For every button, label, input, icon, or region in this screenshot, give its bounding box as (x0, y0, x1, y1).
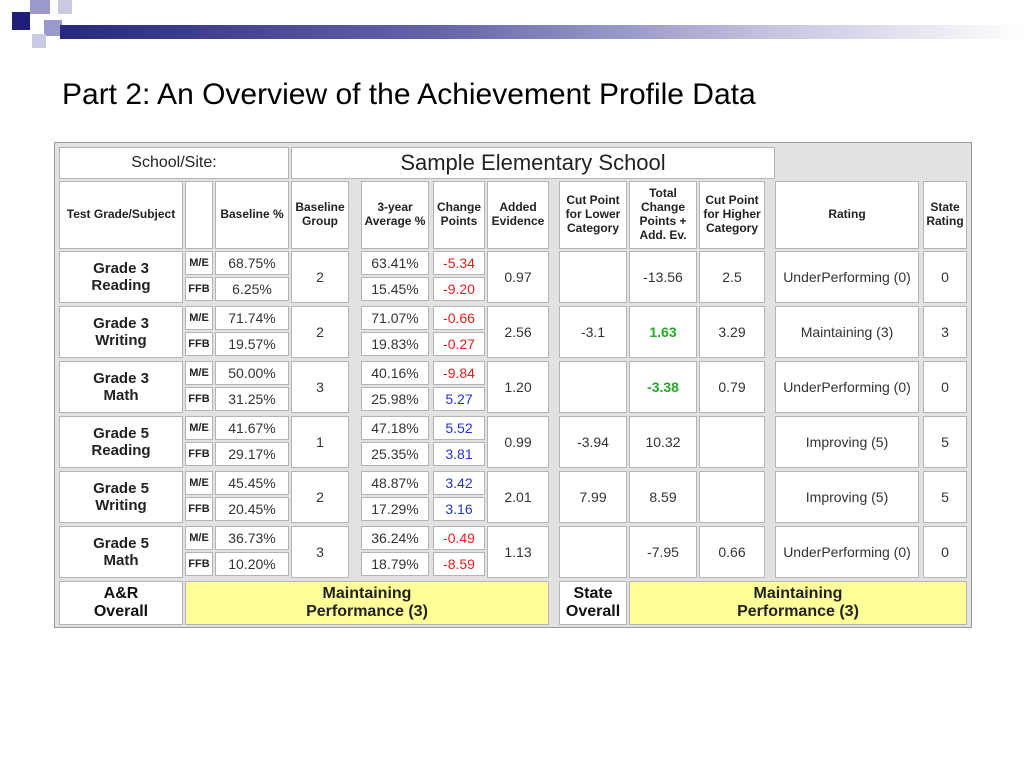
row-state-rating: 0 (923, 361, 967, 413)
row-added-evidence: 2.01 (487, 471, 549, 523)
row-total-change: -3.38 (629, 361, 697, 413)
row-baseline-group: 3 (291, 526, 349, 578)
header-baseline-group: Baseline Group (291, 181, 349, 249)
row-baseline-group: 2 (291, 306, 349, 358)
row-baseline-group: 2 (291, 471, 349, 523)
row-cut-higher: 2.5 (699, 251, 765, 303)
row-baseline-ffb: 20.45% (215, 497, 289, 521)
row-state-rating: 0 (923, 526, 967, 578)
row-baseline-ffb: 31.25% (215, 387, 289, 411)
row-rating: UnderPerforming (0) (775, 361, 919, 413)
row-baseline-ffb: 6.25% (215, 277, 289, 301)
row-change-ffb: 5.27 (433, 387, 485, 411)
row-rating: Improving (5) (775, 416, 919, 468)
row-avg-me: 47.18% (361, 416, 429, 440)
school-name: Sample Elementary School (291, 147, 775, 179)
school-label: School/Site: (59, 147, 289, 179)
row-subject: Grade 5 Reading (59, 416, 183, 468)
row-avg-me: 40.16% (361, 361, 429, 385)
row-me-label: M/E (185, 416, 213, 440)
corner-square-lavender (30, 0, 50, 14)
header-cut-lower: Cut Point for Lower Category (559, 181, 627, 249)
row-subject: Grade 3 Writing (59, 306, 183, 358)
row-change-me: 5.52 (433, 416, 485, 440)
row-baseline-me: 71.74% (215, 306, 289, 330)
row-baseline-me: 50.00% (215, 361, 289, 385)
row-avg-ffb: 25.98% (361, 387, 429, 411)
header-blank (185, 181, 213, 249)
row-rating: UnderPerforming (0) (775, 251, 919, 303)
row-baseline-me: 36.73% (215, 526, 289, 550)
row-subject: Grade 5 Math (59, 526, 183, 578)
row-change-ffb: -9.20 (433, 277, 485, 301)
row-subject: Grade 5 Writing (59, 471, 183, 523)
row-total-change: 1.63 (629, 306, 697, 358)
row-cut-lower: -3.1 (559, 306, 627, 358)
slide-title: Part 2: An Overview of the Achievement Profile Data (62, 78, 756, 111)
header-added-evidence: Added Evidence (487, 181, 549, 249)
row-avg-ffb: 25.35% (361, 442, 429, 466)
row-baseline-ffb: 19.57% (215, 332, 289, 356)
row-baseline-group: 2 (291, 251, 349, 303)
row-cut-higher (699, 471, 765, 523)
row-rating: UnderPerforming (0) (775, 526, 919, 578)
ar-overall-value: Maintaining Performance (3) (185, 581, 549, 625)
row-baseline-me: 45.45% (215, 471, 289, 495)
corner-square-navy (12, 12, 30, 30)
row-baseline-group: 3 (291, 361, 349, 413)
row-rating: Improving (5) (775, 471, 919, 523)
row-state-rating: 0 (923, 251, 967, 303)
row-total-change: -7.95 (629, 526, 697, 578)
row-cut-higher: 0.66 (699, 526, 765, 578)
row-avg-ffb: 19.83% (361, 332, 429, 356)
row-change-me: -0.49 (433, 526, 485, 550)
row-ffb-label: FFB (185, 442, 213, 466)
row-change-me: -0.66 (433, 306, 485, 330)
row-total-change: 8.59 (629, 471, 697, 523)
row-change-ffb: 3.16 (433, 497, 485, 521)
header-rule (60, 25, 1024, 39)
row-baseline-ffb: 29.17% (215, 442, 289, 466)
row-avg-ffb: 18.79% (361, 552, 429, 576)
row-avg-me: 36.24% (361, 526, 429, 550)
state-overall-label: State Overall (559, 581, 627, 625)
achievement-profile-table (54, 142, 972, 628)
row-ffb-label: FFB (185, 277, 213, 301)
row-baseline-group: 1 (291, 416, 349, 468)
row-ffb-label: FFB (185, 497, 213, 521)
row-cut-lower (559, 526, 627, 578)
row-change-ffb: 3.81 (433, 442, 485, 466)
row-cut-lower (559, 361, 627, 413)
row-me-label: M/E (185, 306, 213, 330)
corner-square-pale (32, 34, 46, 48)
row-baseline-ffb: 10.20% (215, 552, 289, 576)
header-total-change: Total Change Points + Add. Ev. (629, 181, 697, 249)
row-cut-higher: 0.79 (699, 361, 765, 413)
row-change-ffb: -0.27 (433, 332, 485, 356)
row-added-evidence: 1.20 (487, 361, 549, 413)
row-added-evidence: 1.13 (487, 526, 549, 578)
corner-square-pale-2 (58, 0, 72, 14)
row-state-rating: 5 (923, 416, 967, 468)
row-cut-higher: 3.29 (699, 306, 765, 358)
row-total-change: -13.56 (629, 251, 697, 303)
row-added-evidence: 0.99 (487, 416, 549, 468)
header-state-rating: State Rating (923, 181, 967, 249)
row-cut-higher (699, 416, 765, 468)
row-me-label: M/E (185, 471, 213, 495)
row-added-evidence: 0.97 (487, 251, 549, 303)
header-subject: Test Grade/Subject (59, 181, 183, 249)
header-cut-higher: Cut Point for Higher Category (699, 181, 765, 249)
row-change-me: -5.34 (433, 251, 485, 275)
row-ffb-label: FFB (185, 332, 213, 356)
row-avg-me: 48.87% (361, 471, 429, 495)
header-rating: Rating (775, 181, 919, 249)
row-me-label: M/E (185, 526, 213, 550)
row-ffb-label: FFB (185, 387, 213, 411)
row-me-label: M/E (185, 251, 213, 275)
ar-overall-label: A&R Overall (59, 581, 183, 625)
header-3yr-average: 3-year Average % (361, 181, 429, 249)
row-avg-ffb: 17.29% (361, 497, 429, 521)
header-baseline-pct: Baseline % (215, 181, 289, 249)
row-baseline-me: 41.67% (215, 416, 289, 440)
row-total-change: 10.32 (629, 416, 697, 468)
row-cut-lower: 7.99 (559, 471, 627, 523)
row-subject: Grade 3 Reading (59, 251, 183, 303)
row-ffb-label: FFB (185, 552, 213, 576)
row-change-me: 3.42 (433, 471, 485, 495)
row-avg-ffb: 15.45% (361, 277, 429, 301)
row-cut-lower: -3.94 (559, 416, 627, 468)
state-overall-value: Maintaining Performance (3) (629, 581, 967, 625)
row-added-evidence: 2.56 (487, 306, 549, 358)
row-me-label: M/E (185, 361, 213, 385)
row-change-ffb: -8.59 (433, 552, 485, 576)
row-state-rating: 5 (923, 471, 967, 523)
row-avg-me: 63.41% (361, 251, 429, 275)
row-rating: Maintaining (3) (775, 306, 919, 358)
row-subject: Grade 3 Math (59, 361, 183, 413)
row-baseline-me: 68.75% (215, 251, 289, 275)
row-avg-me: 71.07% (361, 306, 429, 330)
row-cut-lower (559, 251, 627, 303)
row-state-rating: 3 (923, 306, 967, 358)
row-change-me: -9.84 (433, 361, 485, 385)
header-change-points: Change Points (433, 181, 485, 249)
